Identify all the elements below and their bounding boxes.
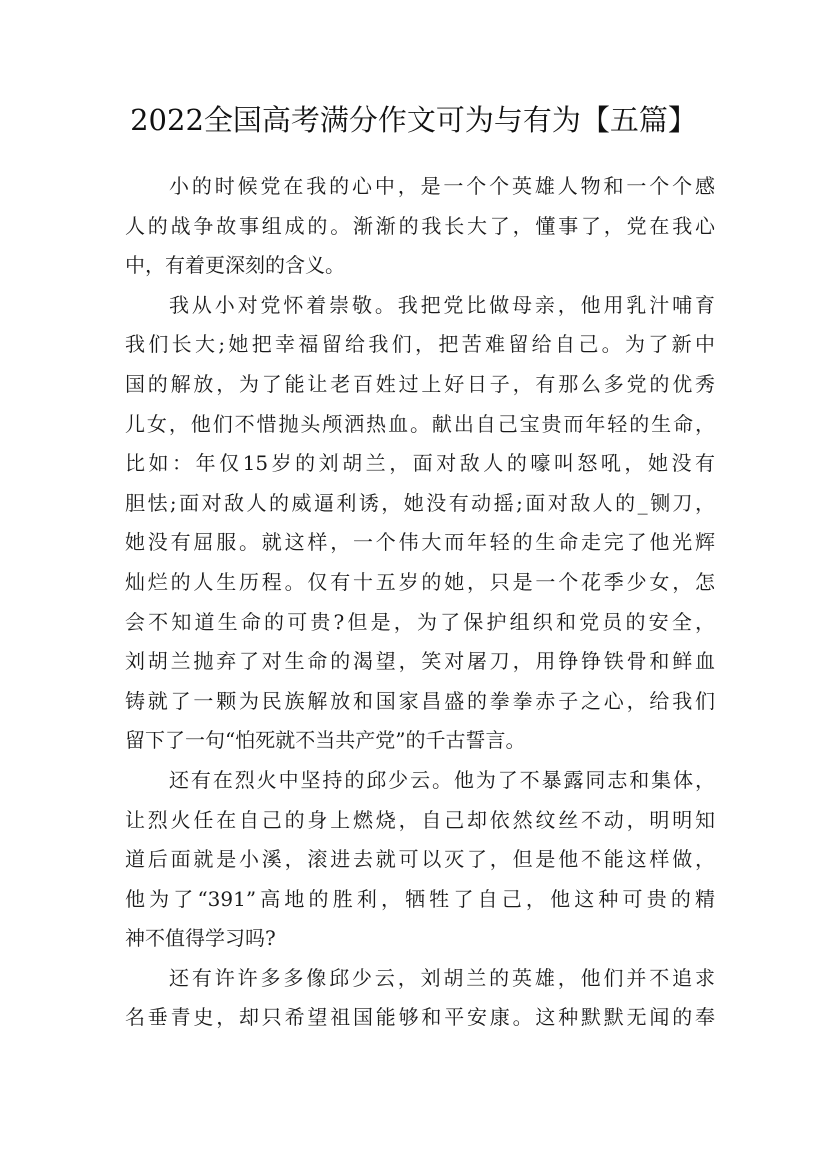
text-line: 她没有屈服。就这样，一个伟大而年轻的生命走完了他光辉 [125, 530, 715, 555]
text-line: 道后面就是小溪，滚进去就可以灭了，但是他不能这样做， [125, 847, 715, 872]
text-line: 他为了“391”高地的胜利，牺牲了自己，他这种可贵的精 [125, 886, 715, 911]
text-line: 我从小对党怀着崇敬。我把党比做母亲，他用乳汁哺育 [169, 292, 715, 317]
text-line: 人的战争故事组成的。渐渐的我长大了，懂事了，党在我心 [125, 213, 715, 238]
text-line: 中，有着更深刻的含义。 [125, 253, 345, 278]
paragraph-4 [125, 959, 715, 1038]
paragraph-2 [125, 286, 715, 761]
paragraph-1 [125, 167, 715, 286]
document-title: 2022全国高考满分作文可为与有为【五篇】 [130, 103, 697, 137]
paragraph-3 [125, 761, 715, 959]
text-line: 让烈火任在自己的身上燃烧，自己却依然纹丝不动，明明知 [125, 807, 715, 832]
text-line: 神不值得学习吗? [125, 926, 276, 951]
text-line: 国的解放，为了能让老百姓过上好日子，有那么多党的优秀 [125, 371, 715, 396]
text-line: 还有许许多多像邱少云，刘胡兰的英雄，他们并不追求 [169, 965, 715, 990]
text-line: 儿女，他们不惜抛头颅洒热血。献出自己宝贵而年轻的生命， [125, 411, 715, 436]
text-line: 铸就了一颗为民族解放和国家昌盛的拳拳赤子之心，给我们 [125, 688, 715, 713]
text-line: 我们长大;她把幸福留给我们，把苦难留给自己。为了新中 [125, 332, 715, 357]
text-line: 会不知道生命的可贵?但是，为了保护组织和党员的安全， [125, 609, 715, 634]
text-line: 灿烂的人生历程。仅有十五岁的她，只是一个花季少女，怎 [125, 569, 715, 594]
text-line: 刘胡兰抛弃了对生命的渴望，笑对屠刀，用铮铮铁骨和鲜血 [125, 649, 715, 674]
text-line: 小的时候党在我的心中，是一个个英雄人物和一个个感 [169, 174, 715, 198]
text-line: 名垂青史，却只希望祖国能够和平安康。这种默默无闻的奉 [125, 1005, 715, 1030]
text-line: 比如：年仅15岁的刘胡兰，面对敌人的嚎叫怒吼，她没有 [125, 451, 715, 476]
document-body [125, 167, 715, 1038]
text-line: 还有在烈火中坚持的邱少云。他为了不暴露同志和集体， [169, 767, 715, 792]
text-line: 留下了一句“怕死就不当共产党”的千古誓言。 [125, 728, 526, 753]
text-line: 胆怯;面对敌人的威逼利诱，她没有动摇;面对敌人的_铡刀， [125, 490, 715, 515]
